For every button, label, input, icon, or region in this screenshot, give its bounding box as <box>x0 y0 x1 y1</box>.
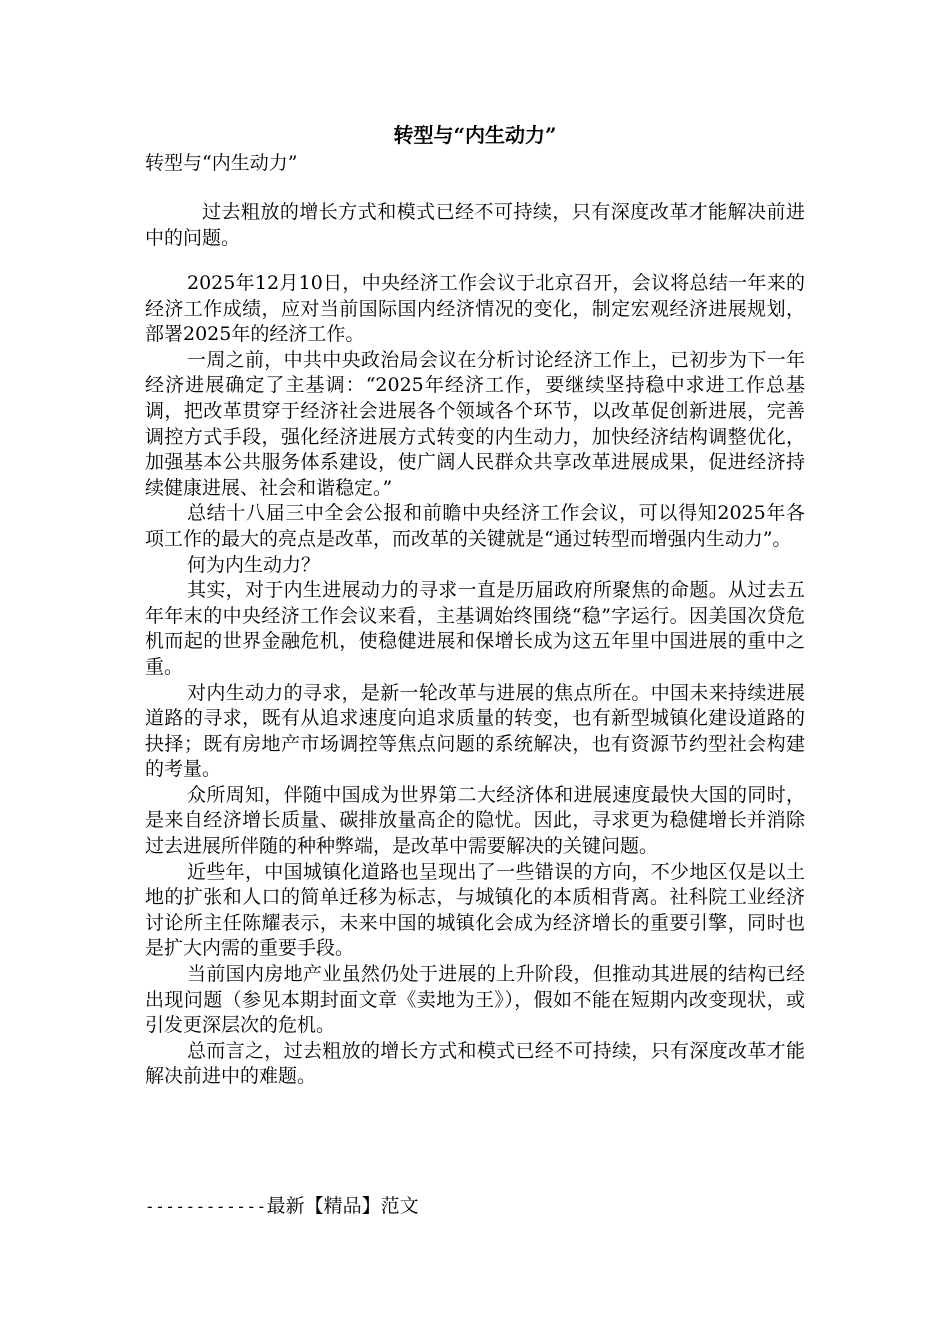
footer-dashes: ------------ <box>145 1197 267 1216</box>
paragraph: 对内生动力的寻求，是新一轮改革与进展的焦点所在。中国未来持续进展道路的寻求，既有从追求速度向追求质量的转变，也有新型城镇化建设道路的抉择；既有房地产市场调控等焦点问题的系统解决，也有资源节约型社会构建的考量。 <box>145 681 805 781</box>
footer <box>145 1194 419 1219</box>
paragraph: 其实，对于内生进展动力的寻求一直是历届政府所聚焦的命题。从过去五年年末的中央经济工作会议来看，主基调始终围绕“稳”字运行。因美国次贷危机而起的世界金融危机，使稳健进展和保增长成为这五年里中国进展的重中之重。 <box>145 579 805 678</box>
article-body <box>145 271 805 1090</box>
paragraph: 总而言之，过去粗放的增长方式和模式已经不可持续，只有深度改革才能解决前进中的难题。 <box>145 1039 805 1088</box>
document-title: 转型与“内生动力” <box>393 123 557 147</box>
document-subtitle: 转型与“内生动力” <box>145 152 298 174</box>
paragraph: 2025年12月10日，中央经济工作会议于北京召开，会议将总结一年来的经济工作成绩，应对当前国际国内经济情况的变化，制定宏观经济进展规划，部署2025年的经济工作。 <box>145 272 805 346</box>
paragraph: 总结十八届三中全会公报和前瞻中央经济工作会议，可以得知2025年各项工作的最大的亮点是改革，而改革的关键就是“通过转型而增强内生动力”。 <box>145 502 805 550</box>
paragraph: 近些年，中国城镇化道路也呈现出了一些错误的方向，不少地区仅是以土地的扩张和人口的简单迁移为标志，与城镇化的本质相背离。社科院工业经济讨论所主任陈耀表示，未来中国的城镇化会成为经济增长的重要引擎，同时也是扩大内需的重要手段。 <box>145 860 805 960</box>
paragraph: 一周之前，中共中央政治局会议在分析讨论经济工作上，已初步为下一年经济进展确定了主基调：“2025年经济工作，要继续坚持稳中求进工作总基调，把改革贯穿于经济社会进展各个领域各个环节，以改革促创新进展，完善调控方式手段，强化经济进展方式转变的内生动力，加快经济结构调整优化，加强基本公共服务体系建设，使广阔人民群众共享改革进展成果，促进经济持续健康进展、社会和谐稳定。” <box>145 348 805 499</box>
paragraph: 何为内生动力？ <box>187 553 321 576</box>
paragraph: 当前国内房地产业虽然仍处于进展的上升阶段，但推动其进展的结构已经出现问题（参见本期封面文章《卖地为王》），假如不能在短期内改变现状，或引发更深层次的危机。 <box>145 963 805 1037</box>
footer-text: 最新【精品】范文 <box>266 1195 419 1217</box>
paragraph: 众所周知，伴随中国成为世界第二大经济体和进展速度最快大国的同时，是来自经济增长质量、碳排放量高企的隐忧。因此，寻求更为稳健增长并消除过去进展所伴随的种种弊端，是改革中需要解决的关键问题。 <box>145 783 805 858</box>
lead-paragraph: 过去粗放的增长方式和模式已经不可持续，只有深度改革才能解决前进中的问题。 <box>145 201 805 249</box>
